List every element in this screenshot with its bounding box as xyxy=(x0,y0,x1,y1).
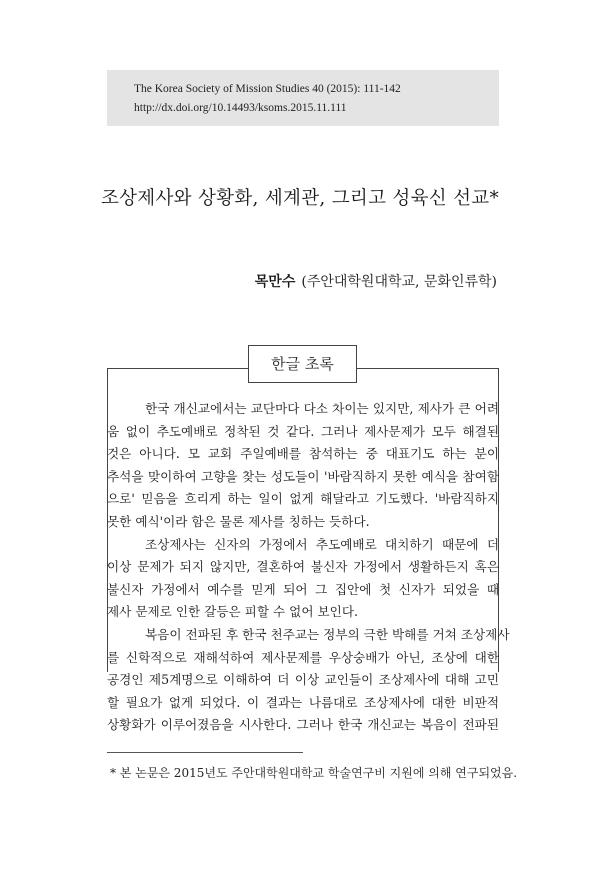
abstract-line: 복음이 전파된 후 한국 천주교는 정부의 극한 박해를 거쳐 조상제사 xyxy=(145,626,510,642)
abstract-line: 것은 아니다. 모 교회 주일예배를 참석하는 중 대표기도 하는 분이 xyxy=(107,446,499,462)
abstract-line: 으로' 믿음을 흐리게 하는 일이 없게 해달라고 기도했다. '바람직하지 xyxy=(107,491,499,507)
abstract-line: 한국 개신교에서는 교단마다 다소 차이는 있지만, 제사가 큰 어려 xyxy=(145,401,499,416)
footnote-divider xyxy=(107,752,303,753)
paper-title: 조상제사와 상황화, 세계관, 그리고 성육신 선교* xyxy=(100,188,500,209)
abstract-line: 추석을 맞이하여 고향을 찾는 성도들이 '바람직하지 못한 예식을 참여함 xyxy=(107,468,499,484)
abstract-heading: 한글 초록 xyxy=(248,345,357,383)
journal-header-box xyxy=(107,70,499,126)
abstract-line: 공경인 제5계명으로 이해하여 더 이상 교인들이 조상제사에 대해 고민 xyxy=(107,672,499,688)
author-affiliation: (주안대학원대학교, 문화인류학) xyxy=(301,274,497,290)
abstract-line: 를 신학적으로 재해석하여 제사문제를 우상숭배가 아닌, 조상에 대한 xyxy=(107,649,499,665)
abstract-line: 움 없이 추도예배로 정착된 것 같다. 그러나 제사문제가 모두 해결된 xyxy=(107,423,499,439)
journal-citation: The Korea Society of Mission Studies 40 (2015): 111-142 xyxy=(134,83,401,95)
abstract-body xyxy=(107,398,510,737)
abstract-line: 불신자 가정에서 예수를 믿게 되어 그 집안에 첫 신자가 되었을 때 xyxy=(107,581,499,597)
abstract-line: 할 필요가 없게 되었다. 이 결과는 나름대로 조상제사에 대한 비판적 xyxy=(107,694,499,710)
abstract-line: 조상제사는 신자의 가정에서 추도예배로 대치하기 때문에 더 xyxy=(145,536,499,552)
abstract-line: 제사 문제로 인한 갈등은 피할 수 없어 보인다. xyxy=(107,604,359,620)
abstract-line: 이상 문제가 되지 않지만, 결혼하여 불신자 가정에서 생활하든지 혹은 xyxy=(107,559,499,575)
abstract-line: 상황화가 이루어졌음을 시사한다. 그러나 한국 개신교는 복음이 전파된 xyxy=(107,717,499,733)
author-line xyxy=(255,271,497,291)
author-name: 목만수 xyxy=(254,274,296,290)
doi-link[interactable]: http://dx.doi.org/10.14493/ksoms.2015.11.111 xyxy=(134,102,347,114)
abstract-line: 못한 예식'이라 함은 물론 제사를 칭하는 듯하다. xyxy=(107,513,370,529)
footnote: * 본 논문은 2015년도 주안대학원대학교 학술연구비 지원에 의해 연구되었음. xyxy=(110,766,518,780)
